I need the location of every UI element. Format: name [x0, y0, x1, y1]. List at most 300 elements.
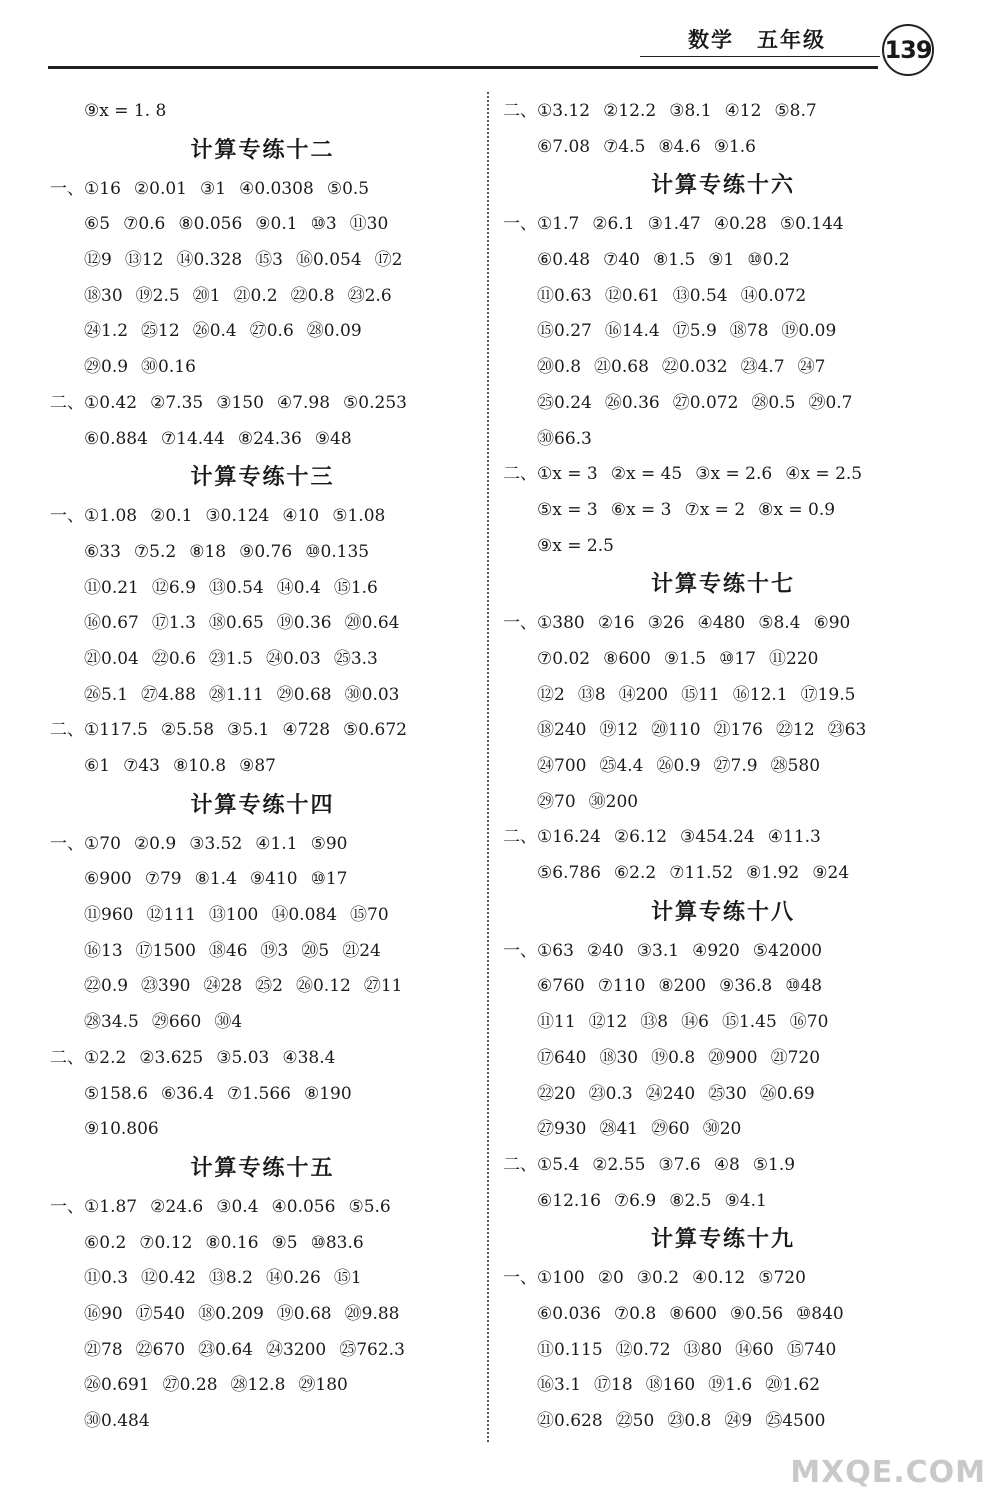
- answer-item: [669, 856, 733, 892]
- question-number: ④: [713, 214, 729, 235]
- question-number: ⑩: [785, 976, 801, 997]
- answer-value: 600: [618, 648, 651, 669]
- answer-item: [599, 713, 638, 749]
- question-number: ㉒: [135, 1339, 153, 1360]
- question-number: ①: [84, 506, 100, 527]
- answer-item: [84, 862, 132, 898]
- answer-value: 0.28: [179, 1375, 218, 1396]
- question-number: ⑲: [599, 720, 617, 741]
- question-number: ③: [647, 613, 663, 634]
- answer-value: 0.09: [798, 321, 837, 342]
- question-number: ㉕: [599, 756, 617, 776]
- answer-item: [250, 314, 294, 350]
- header-rule: [48, 66, 878, 69]
- question-number: ⑱: [729, 321, 747, 342]
- question-number: ⑭: [618, 684, 636, 705]
- answer-value: 3: [272, 250, 283, 271]
- answer-item: [616, 1404, 655, 1440]
- answer-value: 728: [297, 720, 331, 741]
- question-number: ⑥: [84, 869, 100, 890]
- answer-value: 60: [752, 1339, 774, 1360]
- answer-value: 7.6: [673, 1154, 701, 1175]
- answer-item: [741, 279, 807, 315]
- question-number: ㉑: [84, 1339, 101, 1360]
- answer-value: 5.2: [149, 541, 177, 562]
- answer-line: [503, 422, 943, 458]
- question-number: ②: [160, 720, 177, 741]
- answer-item: [695, 457, 772, 493]
- answer-line: [503, 1261, 943, 1297]
- answer-item: [266, 1333, 326, 1369]
- question-number: ①: [537, 613, 553, 634]
- answer-line: [503, 314, 943, 350]
- answer-item: [84, 713, 148, 749]
- part-label: 二、: [50, 392, 84, 413]
- answer-value: 90: [325, 833, 348, 854]
- answer-value: 1.08: [99, 506, 138, 527]
- answer-line: [503, 457, 943, 493]
- question-number: ㉖: [84, 1375, 101, 1396]
- answer-item: [136, 1333, 185, 1369]
- question-number: ㉙: [651, 1119, 669, 1140]
- question-number: ②: [592, 214, 608, 235]
- question-number: ㉓: [141, 976, 159, 997]
- answer-value: 2.6: [364, 285, 392, 306]
- question-number: ④: [692, 940, 708, 961]
- answer-line: [50, 678, 475, 714]
- question-number: ⑧: [669, 1303, 685, 1324]
- question-number: ⑲: [781, 321, 799, 342]
- answer-value: 0.69: [776, 1083, 815, 1104]
- answer-item: [209, 642, 253, 678]
- answer-item: [277, 606, 332, 642]
- answer-item: [537, 1368, 581, 1404]
- answer-value: 540: [152, 1303, 186, 1324]
- question-number: ㉙: [298, 1375, 316, 1396]
- question-number: ⑧: [658, 976, 674, 997]
- answer-item: [161, 713, 214, 749]
- answer-item: [216, 386, 264, 422]
- answer-item: [84, 1368, 150, 1404]
- answer-value: 6.1: [607, 214, 635, 235]
- answer-item: [776, 713, 815, 749]
- section-title: 计算专练十七: [650, 572, 795, 598]
- question-number: ⑨: [84, 1119, 100, 1140]
- answer-item: [771, 1041, 820, 1077]
- answer-item: [139, 1041, 203, 1077]
- answer-value: 700: [554, 756, 587, 776]
- answer-value: 36.8: [734, 976, 773, 997]
- answer-item: [684, 493, 745, 529]
- answer-item: [282, 499, 319, 535]
- answer-line: [50, 422, 475, 458]
- answer-item: [209, 571, 264, 607]
- answer-line: [50, 969, 475, 1005]
- question-number: ⑪: [537, 1012, 554, 1033]
- answer-line: [503, 749, 943, 785]
- question-number: ⑪: [537, 1339, 554, 1360]
- answer-item: [589, 785, 638, 821]
- question-number: ⑨: [729, 1303, 746, 1324]
- answer-item: [348, 1190, 390, 1226]
- question-number: ④: [239, 178, 255, 199]
- answer-item: [680, 820, 755, 856]
- answer-value: 70: [367, 905, 389, 926]
- part-label: 二、: [50, 1047, 84, 1068]
- question-number: ①: [84, 720, 100, 741]
- answer-item: [537, 350, 581, 386]
- answer-value: 8.4: [773, 613, 801, 634]
- question-number: ㉗: [713, 756, 731, 776]
- answer-item: [255, 969, 283, 1005]
- question-number: ⑬: [208, 1268, 226, 1289]
- question-number: ⑦: [227, 1083, 243, 1104]
- question-number: ㉙: [276, 684, 294, 705]
- answer-item: [84, 678, 128, 714]
- question-number: ③: [669, 101, 685, 121]
- question-number: ⑥: [84, 756, 100, 776]
- question-number: ④: [271, 1196, 287, 1217]
- answer-items: [84, 1304, 412, 1324]
- answer-value: 41: [616, 1119, 639, 1140]
- question-number: ⑥: [84, 428, 100, 449]
- answer-item: [152, 606, 196, 642]
- question-number: ⑤: [537, 863, 553, 884]
- answer-items: [537, 321, 849, 341]
- answer-item: [703, 1112, 742, 1148]
- answer-item: [537, 1261, 585, 1297]
- answer-line: [50, 535, 475, 571]
- answer-item: [298, 1368, 347, 1404]
- answer-item: [708, 1368, 752, 1404]
- answer-item: [145, 862, 182, 898]
- answer-item: [537, 207, 579, 243]
- answer-item: [150, 499, 192, 535]
- answer-line: [50, 1333, 475, 1369]
- question-number: ⑩: [796, 1303, 812, 1324]
- answer-value: 7.98: [292, 392, 331, 413]
- question-number: ⑨: [249, 869, 266, 890]
- answer-value: 0.884: [99, 428, 148, 449]
- answer-item: [828, 713, 867, 749]
- answer-item: [801, 678, 856, 714]
- question-number: ㉗: [249, 321, 267, 342]
- answer-item: [708, 1041, 757, 1077]
- answer-item: [84, 1261, 128, 1297]
- answer-item: [651, 1041, 695, 1077]
- answer-value: 920: [707, 940, 740, 961]
- answer-value: 60: [668, 1119, 690, 1140]
- answer-value: 0.672: [358, 720, 407, 741]
- answer-value: 0.8: [668, 1047, 696, 1068]
- answer-item: [599, 749, 643, 785]
- answer-item: [714, 207, 767, 243]
- answer-item: [808, 386, 852, 422]
- answer-value: 5: [99, 214, 111, 235]
- answer-item: [176, 243, 242, 279]
- question-number: ①: [537, 1154, 553, 1175]
- answer-value: 12: [616, 720, 639, 741]
- question-number: ㉖: [656, 756, 674, 776]
- answer-value: 70: [554, 791, 576, 812]
- answer-value: 1.5: [679, 648, 707, 669]
- answer-item: [765, 1404, 825, 1440]
- answer-item: [307, 314, 362, 350]
- answer-item: [272, 1226, 298, 1262]
- watermark: MXQE.COM: [790, 1455, 986, 1490]
- answer-value: 2: [391, 250, 403, 271]
- answer-line: [503, 1368, 943, 1404]
- answer-item: [152, 1005, 201, 1041]
- answer-value: 19.5: [817, 684, 856, 705]
- answer-value: 11.3: [783, 827, 821, 848]
- answer-item: [611, 457, 683, 493]
- page-number: 139: [882, 24, 934, 76]
- question-number: ②: [150, 1196, 166, 1217]
- answer-value: 0.01: [149, 178, 187, 199]
- answer-value: 8: [728, 1154, 740, 1175]
- question-number: ①: [84, 392, 100, 413]
- question-number: ㉔: [537, 756, 554, 776]
- answer-value: x = 3: [552, 499, 598, 520]
- question-number: ③: [200, 178, 216, 199]
- question-number: ㉚: [702, 1119, 720, 1140]
- answer-items: [84, 1411, 163, 1431]
- question-number: ⑥: [537, 250, 553, 271]
- answer-value: 30: [725, 1083, 747, 1104]
- question-number: ㉒: [290, 285, 308, 306]
- answer-value: 90: [828, 613, 851, 634]
- question-number: ⑰: [594, 1375, 612, 1396]
- answer-value: 0.36: [621, 392, 660, 413]
- answer-value: 760: [552, 976, 585, 997]
- answer-item: [614, 856, 656, 892]
- question-number: ㉕: [708, 1083, 726, 1104]
- answer-line: [503, 94, 943, 130]
- answer-item: [722, 1005, 777, 1041]
- question-number: ㉓: [208, 648, 226, 669]
- answer-item: [311, 207, 337, 243]
- answer-item: [139, 1226, 192, 1262]
- section-title: 计算专练十四: [190, 792, 335, 818]
- answer-value: 34.5: [101, 1012, 139, 1033]
- question-number: ㉔: [265, 1339, 283, 1360]
- question-number: ⑮: [333, 577, 351, 598]
- question-number: ⑮: [681, 684, 699, 705]
- answer-value: 1: [99, 756, 111, 776]
- question-number: ⑧: [172, 756, 189, 776]
- question-number: ⑨: [271, 1232, 287, 1253]
- question-number: ⑫: [537, 684, 554, 705]
- answer-item: [537, 1297, 601, 1333]
- question-number: ②: [150, 392, 166, 413]
- question-number: ㉙: [151, 1012, 169, 1033]
- question-number: ⑰: [135, 940, 153, 961]
- answer-value: 0.2: [250, 285, 278, 306]
- question-number: ④: [282, 1047, 298, 1068]
- section-title: 计算专练十五: [190, 1155, 335, 1181]
- answer-item: [266, 642, 321, 678]
- answer-value: 380: [552, 613, 585, 634]
- answer-item: [768, 820, 821, 856]
- question-number: ⑯: [84, 613, 101, 634]
- question-number: ①: [84, 1196, 100, 1217]
- answer-item: [657, 749, 701, 785]
- question-number: ⑬: [577, 684, 595, 705]
- answer-items: [84, 393, 420, 413]
- answer-value: 0.4: [293, 577, 321, 598]
- answer-item: [537, 1005, 576, 1041]
- answer-line: [503, 856, 943, 892]
- answer-value: 176: [730, 720, 763, 741]
- answer-item: [589, 1077, 633, 1113]
- answer-value: 79: [159, 869, 182, 890]
- answer-value: 2: [554, 684, 565, 705]
- answer-value: 6.12: [629, 827, 668, 848]
- answer-value: 0.484: [101, 1411, 150, 1431]
- answer-value: 0.056: [286, 1196, 336, 1217]
- answer-value: 3: [325, 214, 337, 235]
- answer-value: 11: [380, 976, 403, 997]
- answer-value: 0.68: [611, 357, 649, 378]
- answer-value: 110: [668, 720, 701, 741]
- question-number: ⑱: [84, 285, 101, 306]
- answer-item: [614, 820, 667, 856]
- answer-items: [84, 1375, 361, 1395]
- question-number: ⑨: [724, 1190, 740, 1211]
- question-number: ⑤: [332, 506, 348, 527]
- answer-item: [136, 1297, 185, 1333]
- answer-items: [537, 1191, 780, 1211]
- answer-item: [334, 1261, 362, 1297]
- answer-value: 0.6: [168, 648, 196, 669]
- answer-value: 3.1: [652, 940, 680, 961]
- answer-line: [50, 606, 475, 642]
- answer-item: [747, 243, 789, 279]
- question-number: ㉙: [84, 357, 101, 378]
- question-number: ⑧: [758, 499, 774, 520]
- question-number: ③: [658, 1154, 674, 1175]
- question-number: ⑥: [537, 1303, 553, 1324]
- answer-item: [84, 1041, 126, 1077]
- answer-item: [599, 1041, 638, 1077]
- question-number: ⑯: [295, 250, 313, 271]
- answer-value: 4.88: [158, 684, 196, 705]
- section-title: 计算专练十二: [190, 137, 335, 163]
- answer-item: [537, 457, 598, 493]
- answer-item: [343, 386, 407, 422]
- question-number: ②: [610, 464, 626, 485]
- answer-item: [277, 1297, 332, 1333]
- answer-item: [350, 898, 389, 934]
- answer-item: [141, 678, 196, 714]
- answer-line: [503, 386, 943, 422]
- answer-item: [774, 94, 816, 130]
- answer-line: [503, 243, 943, 279]
- answer-value: 16: [99, 178, 121, 199]
- answer-item: [84, 1190, 137, 1226]
- question-number: ㉕: [765, 1411, 783, 1431]
- answer-line: [503, 713, 943, 749]
- answer-item: [578, 678, 606, 714]
- answer-value: 6.786: [552, 863, 601, 884]
- answer-item: [152, 642, 196, 678]
- answer-value: 240: [554, 720, 587, 741]
- question-number: ㉘: [751, 392, 769, 413]
- answer-item: [161, 422, 225, 458]
- answer-items: [84, 613, 412, 633]
- answer-value: 0.09: [323, 321, 362, 342]
- answer-item: [537, 1404, 603, 1440]
- question-number: ⑤: [343, 392, 359, 413]
- answer-item: [708, 1077, 747, 1113]
- answer-item: [277, 386, 330, 422]
- answer-value: 14.4: [621, 321, 660, 342]
- question-number: ⑦: [613, 1190, 630, 1211]
- question-number: ⑧: [194, 869, 210, 890]
- answer-item: [730, 1297, 783, 1333]
- question-number: ㉘: [770, 756, 788, 776]
- question-number: ㉘: [84, 1012, 101, 1033]
- question-number: ㉚: [84, 1411, 101, 1431]
- answer-item: [271, 898, 337, 934]
- question-number: ⑮: [333, 1268, 351, 1289]
- answer-value: 1.5: [668, 250, 696, 271]
- answer-items: [537, 720, 879, 740]
- answer-item: [84, 422, 148, 458]
- question-number: ⑦: [133, 541, 150, 562]
- question-number: ⑮: [786, 1339, 804, 1360]
- answer-item: [84, 1112, 159, 1148]
- answer-value: 20: [554, 1083, 576, 1104]
- answer-value: 0.64: [215, 1339, 253, 1360]
- answer-line: [50, 94, 475, 130]
- answer-line: [50, 862, 475, 898]
- answer-value: 640: [554, 1047, 587, 1068]
- question-number: ②: [603, 101, 619, 121]
- question-number: ①: [537, 827, 553, 848]
- answer-item: [84, 1297, 123, 1333]
- question-number: ⑫: [615, 1339, 633, 1360]
- question-number: ②: [133, 178, 150, 199]
- answer-line: [50, 1190, 475, 1226]
- answer-item: [255, 827, 297, 863]
- answer-item: [205, 499, 269, 535]
- question-number: ㉚: [214, 1012, 232, 1033]
- answer-item: [216, 1041, 269, 1077]
- answer-value: 80: [700, 1339, 723, 1360]
- question-number: ④: [767, 827, 784, 848]
- answer-value: 1.3: [168, 613, 196, 634]
- answer-value: 0.67: [101, 613, 139, 634]
- question-number: ㉖: [604, 392, 622, 413]
- answer-line: [503, 279, 943, 315]
- question-number: ㉖: [759, 1083, 777, 1104]
- answer-item: [640, 1005, 668, 1041]
- answer-value: 6: [698, 1012, 709, 1033]
- answer-item: [227, 713, 269, 749]
- answer-items: [537, 649, 831, 669]
- answer-value: 78: [746, 321, 769, 342]
- answer-item: [216, 1190, 258, 1226]
- answer-value: 0.3: [101, 1268, 129, 1289]
- question-number: ⑲: [276, 1303, 294, 1324]
- answer-value: 1.5: [225, 648, 253, 669]
- answer-value: 0.209: [215, 1303, 264, 1324]
- answer-line: [50, 386, 475, 422]
- answer-line: [50, 898, 475, 934]
- question-number: ②: [133, 833, 150, 854]
